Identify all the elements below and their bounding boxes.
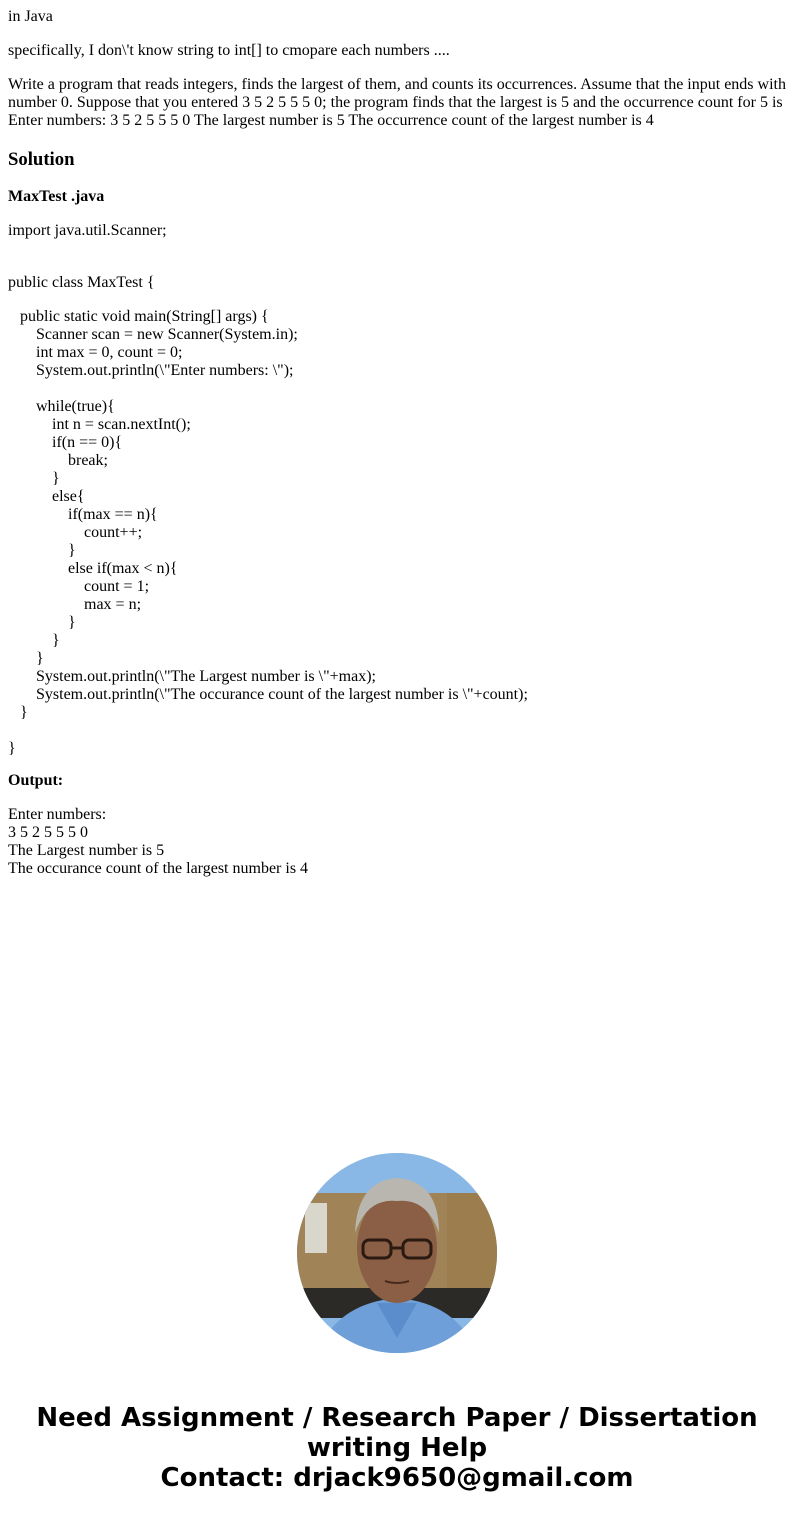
code-line: count++; <box>8 524 143 541</box>
promo-line-2: writing Help <box>306 1433 488 1463</box>
program-output <box>8 806 308 878</box>
code-line <box>8 292 528 308</box>
question-prompt <box>8 76 794 130</box>
code-line: else{ <box>8 488 85 505</box>
tutor-avatar <box>297 1153 497 1353</box>
prompt-line: Write a program that reads integers, finds the largest of them, and counts its occurrences. Assume that the input ends with <box>8 76 786 93</box>
code-line: break; <box>8 452 108 469</box>
code-line: } <box>8 542 76 559</box>
promo-line-1: Need Assignment / Research Paper / Dissertation <box>36 1403 758 1433</box>
code-line: } <box>8 632 60 649</box>
code-line: if(max == n){ <box>8 506 158 523</box>
code-line: if(n == 0){ <box>8 434 123 451</box>
code-line: else if(max < n){ <box>8 560 178 577</box>
output-line: 3 5 2 5 5 5 0 <box>8 824 88 841</box>
code-line: while(true){ <box>8 398 115 415</box>
file-name-heading: MaxTest .java <box>8 188 105 205</box>
code-line: public class MaxTest { <box>8 274 155 291</box>
question-title: in Java <box>8 8 53 25</box>
output-line: The Largest number is 5 <box>8 842 165 859</box>
prompt-line: number 0. Suppose that you entered 3 5 2 5 5 5 0; the program finds that the largest is 5 and the occurrence count for 5 is <box>8 94 783 111</box>
code-line: int max = 0, count = 0; <box>8 344 183 361</box>
output-heading: Output: <box>8 772 64 789</box>
code-line: System.out.println(\"The Largest number is \"+max); <box>8 668 376 685</box>
code-line: max = n; <box>8 596 142 613</box>
prompt-line: Enter numbers: 3 5 2 5 5 5 0 The largest number is 5 The occurrence count of the largest number is 4 <box>8 112 654 129</box>
code-line: } <box>8 614 76 631</box>
code-line <box>8 380 528 398</box>
tutor-portrait-icon <box>297 1153 497 1353</box>
import-statement: import java.util.Scanner; <box>8 222 167 239</box>
code-line: System.out.println(\"Enter numbers: \"); <box>8 362 294 379</box>
code-line: } <box>8 470 60 487</box>
code-line: Scanner scan = new Scanner(System.in); <box>8 326 298 343</box>
code-line: count = 1; <box>8 578 150 595</box>
promo-contact: Contact: drjack9650@gmail.com <box>160 1463 634 1493</box>
code-line: public static void main(String[] args) { <box>8 308 269 325</box>
code-line <box>8 722 528 740</box>
code-line: } <box>8 650 44 667</box>
code-line: int n = scan.nextInt(); <box>8 416 191 433</box>
output-line: The occurance count of the largest number is 4 <box>8 860 309 877</box>
code-line: System.out.println(\"The occurance count of the largest number is \"+count); <box>8 686 528 703</box>
promo-banner <box>0 1403 794 1493</box>
code-block <box>8 274 528 758</box>
output-line: Enter numbers: <box>8 806 107 823</box>
solution-heading: Solution <box>8 149 75 170</box>
code-line: } <box>8 740 16 757</box>
question-clarification: specifically, I don\'t know string to int[] to cmopare each numbers .... <box>8 42 450 59</box>
code-line: } <box>8 704 28 721</box>
